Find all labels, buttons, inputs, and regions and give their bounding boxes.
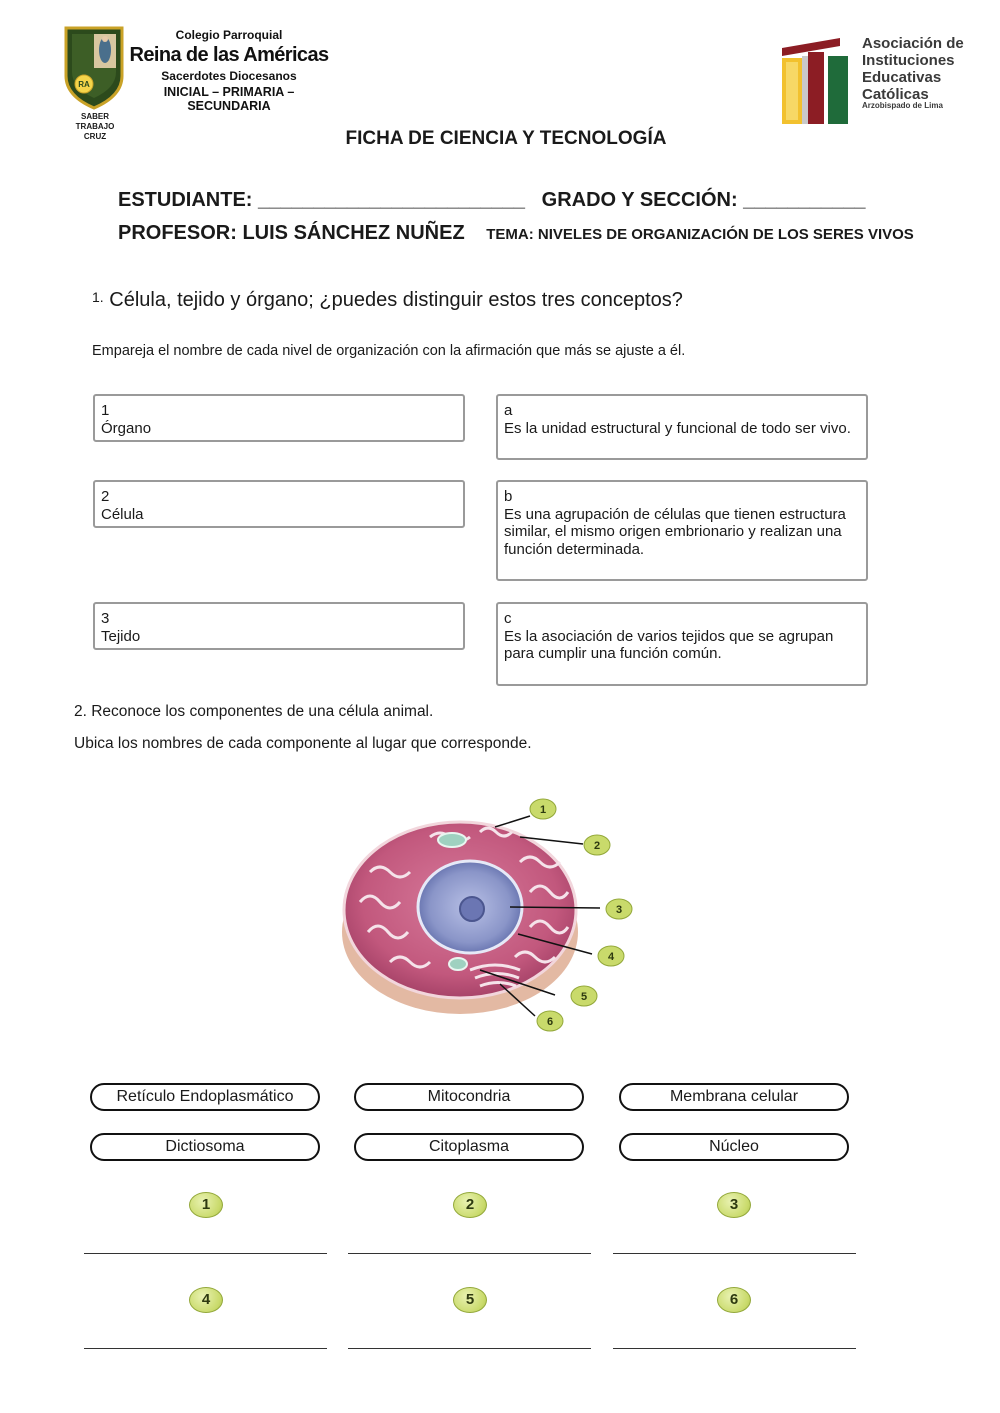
answer-drop-line-4[interactable]: [84, 1348, 327, 1349]
answer-badge-2: 2: [453, 1192, 487, 1218]
association-line-2: Instituciones: [862, 52, 955, 69]
school-subtitle: Sacerdotes Diocesanos: [161, 69, 297, 83]
answer-badge-5: 5: [453, 1287, 487, 1313]
definition-key: c: [504, 610, 512, 627]
diagram-marker-label: 5: [580, 991, 588, 1003]
animal-cell-diagram: [330, 792, 660, 1032]
term-key: 1: [101, 402, 110, 419]
association-line-1: Asociación de: [862, 35, 964, 52]
grade-label: GRADO Y SECCIÓN:: [541, 189, 738, 211]
diagram-marker-label: 6: [546, 1016, 554, 1028]
association-line-3: Educativas: [862, 69, 942, 86]
student-blank[interactable]: ________________________: [258, 189, 525, 211]
association-line-5: Arzobispado de Lima: [862, 101, 943, 110]
answer-drop-line-2[interactable]: [348, 1253, 591, 1254]
answer-badge-3: 3: [717, 1192, 751, 1218]
definition-key: b: [504, 488, 513, 505]
grade-blank[interactable]: ___________: [743, 189, 866, 211]
question-1-title: [92, 285, 812, 312]
definition-box-c[interactable]: [496, 602, 868, 686]
question-1-number: 1.: [92, 289, 104, 305]
question-1-text: Célula, tejido y órgano; ¿puedes distinguir estos tres conceptos?: [109, 289, 683, 311]
mitochondria-shape: [449, 958, 467, 970]
term-box-2[interactable]: [93, 480, 465, 528]
definition-text: Es la unidad estructural y funcional de todo ser vivo.: [504, 419, 851, 437]
definition-key: a: [504, 402, 513, 419]
term-key: 3: [101, 610, 110, 627]
question-2-title: 2. Reconoce los componentes de una célula animal.: [74, 703, 434, 720]
association-logo: [778, 34, 858, 126]
term-box-3[interactable]: [93, 602, 465, 650]
option-citoplasma[interactable]: Citoplasma: [354, 1133, 584, 1161]
answer-drop-line-5[interactable]: [348, 1348, 591, 1349]
diagram-marker-label: 4: [607, 951, 615, 963]
term-key: 2: [101, 488, 110, 505]
answer-drop-line-6[interactable]: [613, 1348, 856, 1349]
definition-text: Es la asociación de varios tejidos que se agrupan para cumplir una función común.: [504, 627, 834, 662]
answer-drop-line-3[interactable]: [613, 1253, 856, 1254]
topic: TEMA: NIVELES DE ORGANIZACIÓN DE LOS SERES VIVOS: [486, 226, 914, 243]
school-motto: SABER TRABAJO CRUZ: [75, 112, 115, 141]
option-reticulo-endoplasmatico[interactable]: Retículo Endoplasmático: [90, 1083, 320, 1111]
option-dictiosoma[interactable]: Dictiosoma: [90, 1133, 320, 1161]
teacher-row: [118, 222, 914, 245]
definition-box-a[interactable]: [496, 394, 868, 460]
definition-text: Es una agrupación de células que tienen estructura similar, el mismo origen embrionario y realizan una función determinada.: [504, 505, 846, 558]
question-1-instruction: Empareja el nombre de cada nivel de organización con la afirmación que más se ajuste a él.: [92, 343, 686, 359]
nucleolus: [460, 897, 484, 921]
mitochondria-shape: [438, 833, 466, 847]
option-membrana-celular[interactable]: Membrana celular: [619, 1083, 849, 1111]
term-text: Tejido: [101, 627, 141, 645]
term-box-1[interactable]: [93, 394, 465, 442]
school-shield-logo: [64, 26, 124, 110]
association-line-4: Católicas: [862, 86, 929, 103]
school-name: Reina de las Américas: [129, 44, 329, 66]
student-row: [118, 189, 866, 212]
answer-badge-1: 1: [189, 1192, 223, 1218]
question-2-instruction: Ubica los nombres de cada componente al lugar que corresponde.: [74, 735, 532, 752]
answer-badge-4: 4: [189, 1287, 223, 1313]
diagram-marker-label: 1: [539, 804, 547, 816]
student-label: ESTUDIANTE:: [118, 189, 253, 211]
option-nucleo[interactable]: Núcleo: [619, 1133, 849, 1161]
school-levels: INICIAL – PRIMARIA – SECUNDARIA: [163, 85, 295, 113]
document-title: FICHA DE CIENCIA Y TECNOLOGÍA: [345, 128, 667, 149]
school-line-1: Colegio Parroquial: [175, 28, 283, 42]
term-text: Célula: [101, 505, 144, 523]
term-text: Órgano: [101, 419, 152, 437]
answer-drop-line-1[interactable]: [84, 1253, 327, 1254]
definition-box-b[interactable]: [496, 480, 868, 581]
teacher-name: PROFESOR: LUIS SÁNCHEZ NUÑEZ: [118, 222, 465, 244]
option-mitocondria[interactable]: Mitocondria: [354, 1083, 584, 1111]
diagram-marker-label: 3: [615, 904, 623, 916]
answer-badge-6: 6: [717, 1287, 751, 1313]
shield-monogram: RA: [78, 80, 90, 89]
diagram-marker-label: 2: [593, 840, 601, 852]
